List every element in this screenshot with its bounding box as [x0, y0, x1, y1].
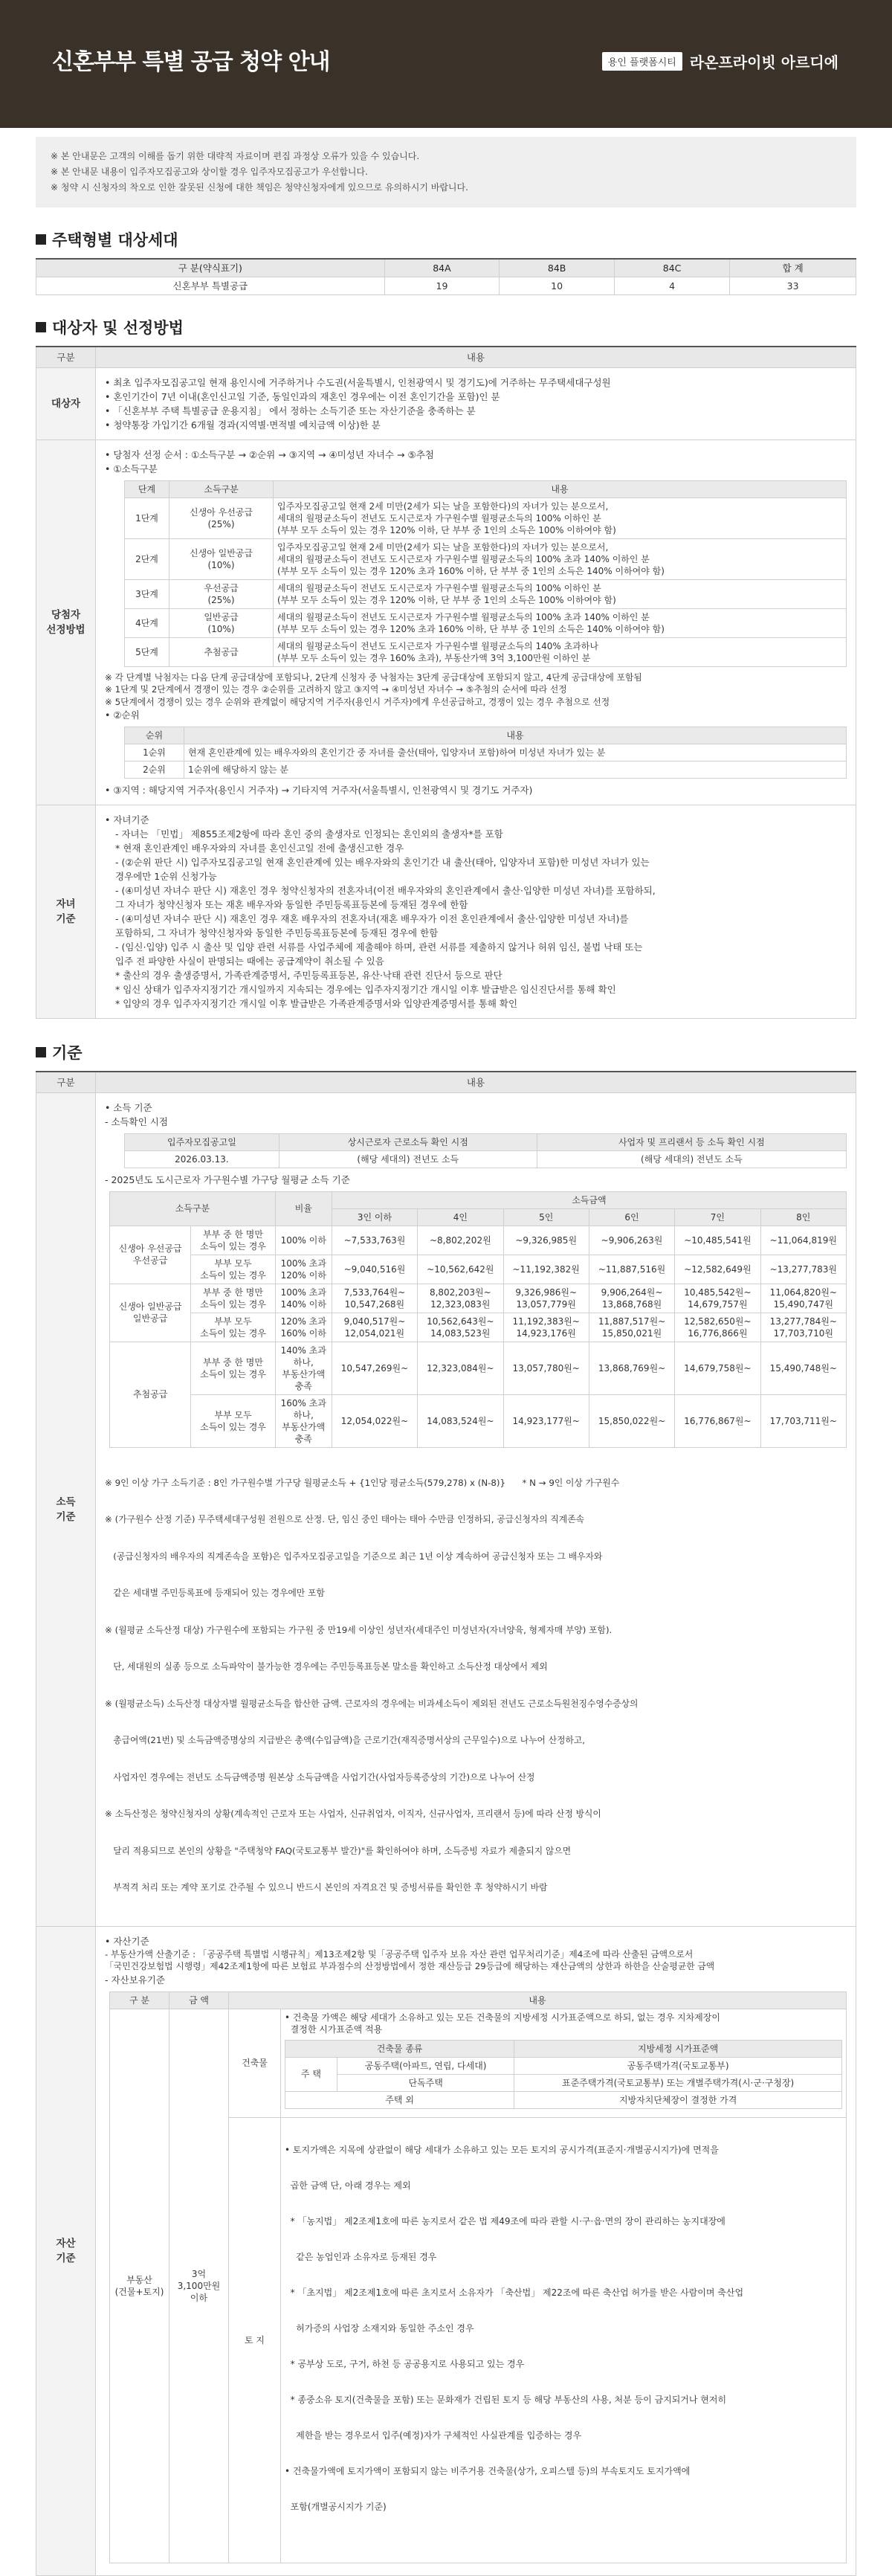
asset-table [109, 1991, 847, 2563]
text-line: ※ (가구원수 산정 기준) 무주택세대구성원 전원으로 산정. 단, 임신 중인 태아는 태아 수만큼 인정하되, 공급신청자의 직계존속 [105, 1514, 584, 1524]
col-header: 소득구분 [169, 480, 274, 498]
row-label: 신혼부부 특별공급 [36, 277, 385, 295]
unit-type-table [36, 258, 856, 295]
text-line: 부적격 처리 또는 계약 포기로 간주될 수 있으니 반드시 본인의 자격요건 및 증빙서류를 확인한 후 청약하시기 바람 [105, 1882, 548, 1893]
table-cell: ~10,485,541원 [675, 1226, 760, 1255]
col-header: 건축물 종류 [285, 2040, 514, 2057]
location-badge: 용인 플랫폼시티 [602, 52, 682, 71]
text-line: • ①소득구분 [105, 463, 158, 474]
text-line: - 자녀는 「민법」 제855조제2항에 따라 혼인 중의 출생자로 인정되는 혼인외의 출생자*를 포함 [115, 828, 503, 840]
section-title-text: 기준 [52, 1044, 83, 1062]
text-line: ※ 5단계에서 경쟁이 있는 경우 순위와 관계없이 해당지역 거주자(용인시 거주자)에게 우선공급하고, 경쟁이 있는 경우 추첨으로 선정 [105, 696, 610, 707]
table-cell: 3단계 [125, 579, 169, 608]
notice-line: ※ 본 안내문 내용이 입주자모집공고와 상이할 경우 입주자모집공고가 우선합니다. [51, 167, 368, 177]
table-row [125, 498, 847, 538]
text-line: - (④미성년 자녀수 판단 시) 재혼인 경우 재혼 배우자의 전혼자녀(재혼 배우자가 이전 혼인관계에서 출산·입양한 미성년 자녀)를 [115, 913, 629, 924]
table-cell: 부부 중 한 명만 소득이 있는 경우 [191, 1226, 276, 1255]
row-label-children: 자녀 기준 [36, 805, 96, 1019]
text-line: ※ (월평균소득) 소득산정 대상자별 월평균소득을 합산한 금액. 근로자의 경우에는 비과세소득이 제외된 전년도 근로소득원천징수영수증상의 [105, 1698, 639, 1709]
income-table [109, 1191, 847, 1448]
text-line: 총급여액(21번) 및 소득금액증명상의 지급받은 총액(수입금액)을 근로기간(재직증명서상의 근무일수)으로 나누어 산정하고, [105, 1735, 586, 1745]
text-line: - (②순위 판단 시) 입주자모집공고일 현재 혼인관계에 있는 배우자와의 혼인기간 내 출산(태아, 입양자녀 포함)한 미성년 자녀가 있는 [115, 857, 650, 868]
children-content [96, 805, 856, 1019]
table-cell: 추첨공급 [110, 1342, 191, 1447]
col-header: 비율 [275, 1191, 332, 1226]
col-header: 합 계 [730, 259, 856, 277]
table-cell: 공동주택(아파트, 연립, 다세대) [337, 2057, 514, 2074]
header-brand-area [602, 51, 838, 72]
table-cell: 100% 이하 [275, 1226, 332, 1255]
text-line: 곱한 금액 단, 아래 경우는 제외 [285, 2180, 411, 2191]
text-line: * 임신 상태가 입주자지정기간 개시일까지 지속되는 경우에는 입주자지정기간 개시일 이후 발급받은 임신진단서를 통해 확인 [115, 984, 616, 995]
table-cell: ~11,192,382원 [503, 1255, 589, 1284]
table-cell: 9,906,264원~ 13,868,768원 [589, 1284, 674, 1313]
col-header: 순위 [125, 727, 184, 744]
table-cell: ~9,326,985원 [503, 1226, 589, 1255]
table-cell: ~7,533,763원 [332, 1226, 417, 1255]
col-header: 4인 [418, 1208, 503, 1226]
table-row [125, 579, 847, 608]
table-cell: 13,057,780원~ [503, 1342, 589, 1394]
table-cell: 세대의 월평균소득이 전년도 도시근로자 가구원수별 월평균소득의 100% 초과 140% 이하인 분 (부부 모두 소득이 있는 경우 120% 초과 160% 이하, 단 부부 중 1인의 소득은 140% 이하여야 함) [274, 608, 847, 637]
text-line: - 부동산가액 산출기준 : 「공공주택 특별법 시행규칙」제13조제2항 및「공공주택 입주자 보유 자산 관련 업무처리기준」제4조에 따라 산출된 금액으로서 [105, 1948, 694, 1960]
col-header: 84B [500, 259, 615, 277]
table-cell: 13,277,784원~ 17,703,710원 [760, 1313, 846, 1342]
table-cell: 공동주택가격(국토교통부) [514, 2057, 842, 2074]
table-cell: 14,923,177원~ [503, 1394, 589, 1447]
table-cell: ~11,064,819원 [760, 1226, 846, 1255]
table-cell: 14,083,524원~ [418, 1394, 503, 1447]
text-line: 입주 전 파양한 사실이 판명되는 때에는 공급계약이 취소될 수 있음 [115, 956, 384, 967]
table-cell: 15,490,748원~ [760, 1342, 846, 1394]
section-title-eligibility [36, 316, 856, 338]
notice-box [36, 137, 856, 207]
row-label-asset: 자산 기준 [36, 1926, 96, 2575]
col-header: 구분 [36, 347, 96, 367]
col-header: 8인 [760, 1208, 846, 1226]
table-cell: 토 지 [229, 2117, 281, 2563]
text-line: - (임신·입양) 입주 시 출산 및 입양 관련 서류를 사업주체에 제출해야 하며, 관련 서류를 제출하지 않거나 허위 임신, 불법 낙태 또는 [115, 941, 643, 953]
col-header: 소득금액 [332, 1191, 846, 1208]
table-cell: 10,485,542원~ 14,679,757원 [675, 1284, 760, 1313]
table-cell: 5단계 [125, 637, 169, 666]
table-cell: 12,054,022원~ [332, 1394, 417, 1447]
table-cell: 부부 모두 소득이 있는 경우 [191, 1313, 276, 1342]
table-cell: 8,802,203원~ 12,323,083원 [418, 1284, 503, 1313]
col-header: 내용 [274, 480, 847, 498]
table-cell: ~10,562,642원 [418, 1255, 503, 1284]
table-cell: 13,868,769원~ [589, 1342, 674, 1394]
col-header: 내용 [184, 727, 847, 744]
text-line: • 자녀기준 [105, 814, 149, 825]
text-line: 「국민건강보험법 시행령」제42조제1항에 따른 보험료 부과점수의 산정방법에서 정한 재산등급 29등급에 해당하는 재산금액의 상한과 하한을 산술평균한 금액 [105, 1961, 715, 1971]
stage-table [124, 480, 847, 667]
table-cell: 1순위 [125, 744, 184, 761]
page-header [0, 0, 892, 128]
table-cell: 7,533,764원~ 10,547,268원 [332, 1284, 417, 1313]
text-line: (공급신청자의 배우자의 직계존속을 포함)은 입주자모집공고일을 기준으로 최근 1년 이상 계속하여 공급신청자 또는 그 배우자와 [105, 1551, 603, 1562]
text-line: * 종중소유 토지(건축물을 포함) 또는 문화재가 건립된 토지 등 해당 부동산의 사용, 처분 등이 금지되거나 현저히 [285, 2394, 727, 2405]
table-cell: 10,562,643원~ 14,083,523원 [418, 1313, 503, 1342]
col-header: 구분 [36, 1072, 96, 1092]
text-line: 그 자녀가 청약신청자 또는 재혼 배우자와 동일한 주민등록표등본에 등재된 경우에 한함 [115, 899, 468, 910]
text-line: • 당첨자 선정 순서 : ①소득구분 → ②순위 → ③지역 → ④미성년 자녀수 → ⑤추첨 [105, 448, 434, 460]
text-line: ※ 소득산정은 청약신청자의 상황(계속적인 근로자 또는 사업자, 신규취업자, 이직자, 신규사업자, 프리랜서 등)에 따라 산정 방식이 [105, 1809, 601, 1819]
table-row [110, 1284, 847, 1313]
criteria-table [36, 1071, 856, 2576]
table-cell: 부부 모두 소득이 있는 경우 [191, 1255, 276, 1284]
text-line: - 2025년도 도시근로자 가구원수별 가구당 월평균 소득 기준 [105, 1173, 350, 1185]
table-cell: 9,040,517원~ 12,054,021원 [332, 1313, 417, 1342]
table-cell: 2026.03.13. [125, 1150, 279, 1168]
col-header: 구 분(약식표기) [36, 259, 385, 277]
table-cell: 19 [384, 277, 500, 295]
section-title-units [36, 228, 856, 251]
notice-line: ※ 본 안내문은 고객의 이해를 돕기 위한 대략적 자료이며 편집 과정상 오류가 있을 수 있습니다. [51, 151, 420, 161]
table-cell: 단독주택 [337, 2074, 514, 2091]
table-cell: 세대의 월평균소득이 전년도 도시근로자 가구원수별 월평균소득의 100% 이하인 분 (부부 모두 소득이 있는 경우 120% 이하, 단 부부 중 1인의 소득은 100% 이하여야 함) [274, 579, 847, 608]
rank-table [124, 727, 847, 779]
table-cell: 부부 중 한 명만 소득이 있는 경우 [191, 1342, 276, 1394]
table-cell: ~9,040,516원 [332, 1255, 417, 1284]
text-line: • 건축물가액에 토지가액이 포함되지 않는 비주거용 건축물(상가, 오피스텔 등)의 부속토지도 토지가액에 [285, 2465, 691, 2476]
table-cell: 12,323,084원~ [418, 1342, 503, 1394]
text-line: • 토지가액은 지목에 상관없이 해당 세대가 소유하고 있는 모든 토지의 공시가격(표준지·개별공시지가)에 면적을 [285, 2144, 719, 2155]
text-line: - (④미성년 자녀수 판단 시) 재혼인 경우 청약신청자의 전혼자녀(이전 배우자와의 혼인관계에서 출산·입양한 미성년 자녀)를 포함하되, [115, 885, 656, 896]
table-row [125, 744, 847, 761]
col-header: 구 분 [110, 1991, 169, 2009]
col-header: 내용 [96, 1072, 856, 1092]
eligibility-table [36, 346, 856, 1019]
text-line: 제한을 받는 경우로서 입주(예정)자가 구체적인 사실관계를 입증하는 경우 [285, 2430, 582, 2441]
table-cell: 10 [500, 277, 615, 295]
table-row [125, 761, 847, 779]
table-cell: 4단계 [125, 608, 169, 637]
section-title-criteria [36, 1041, 856, 1063]
row-label-target: 대상자 [36, 367, 96, 439]
table-cell: 신생아 우선공급 (25%) [169, 498, 274, 538]
table-cell: 16,776,867원~ [675, 1394, 760, 1447]
text-line: 단, 세대원의 실종 등으로 소득파악이 불가능한 경우에는 주민등록표등본 말소를 확인하고 소득산정 대상에서 제외 [105, 1661, 548, 1672]
col-header: 소득구분 [110, 1191, 276, 1226]
table-cell: 입주자모집공고일 현재 2세 미만(2세가 되는 날을 포함한다)의 자녀가 있는 분으로서, 세대의 월평균소득이 전년도 도시근로자 가구원수별 월평균소득의 100% 초과 140% 이하인 분 (부부 모두 소득이 있는 경우 120% 초과 160% 이하, 단 부부 중 1인의 소득은 140% 이하여야 함) [274, 538, 847, 579]
text-line: * 「농지법」 제2조제1호에 따른 농지로서 같은 법 제49조에 따라 관할 시·구·읍·면의 장이 관리하는 농지대장에 [285, 2215, 725, 2226]
table-cell: 입주자모집공고일 현재 2세 미만(2세가 되는 날을 포함한다)의 자녀가 있는 분으로서, 세대의 월평균소득이 전년도 도시근로자 가구원수별 월평균소득의 100% 이하인 분 (부부 모두 소득이 있는 경우 120% 이하, 단 부부 중 1인의 소득은 100% 이하여야 함) [274, 498, 847, 538]
col-header: 사업자 및 프리랜서 등 소득 확인 시점 [537, 1133, 846, 1150]
land-content [281, 2117, 847, 2563]
col-header: 상시근로자 근로소득 확인 시점 [279, 1133, 537, 1150]
table-cell: 일반공급 (10%) [169, 608, 274, 637]
table-cell: ~12,582,649원 [675, 1255, 760, 1284]
col-header: 내용 [229, 1991, 847, 2009]
col-header: 3인 이하 [332, 1208, 417, 1226]
brand-name: 라온프라이빗 아르디에 [689, 54, 838, 71]
table-cell: 10,547,269원~ [332, 1342, 417, 1394]
table-cell: 2단계 [125, 538, 169, 579]
text-line: • ③지역 : 해당지역 거주자(용인시 거주자) → 기타지역 거주자(서울특별시, 인천광역시 및 경기도 거주자) [105, 785, 533, 796]
text-line: ※ 9인 이상 가구 소득기준 : 8인 가구원수별 가구당 월평균소득 + {1인당 평균소득(579,278) x (N-8)} * N → 9인 이상 가구원수 [105, 1477, 620, 1488]
col-header: 84A [384, 259, 500, 277]
table-cell: 9,326,986원~ 13,057,779원 [503, 1284, 589, 1313]
building-table [285, 2040, 842, 2109]
square-bullet-icon [36, 1047, 46, 1057]
text-line: • 건축물 가액은 해당 세대가 소유하고 있는 모든 건축물의 지방세정 시가표준액으로 하되, 없는 경우 지차제장이 결정한 시가표준액 적용 [285, 2012, 720, 2035]
text-line: 같은 농업인과 소유자로 등재된 경우 [285, 2251, 437, 2262]
table-cell: ~13,277,783원 [760, 1255, 846, 1284]
table-row [110, 1342, 847, 1394]
text-line: 포함하되, 그 자녀가 청약신청자와 동일한 주민등록표등본에 등재된 경우에 한함 [115, 927, 439, 938]
text-line: 허가증의 사업장 소재지와 동일한 주소인 경우 [285, 2322, 474, 2334]
table-row [110, 1394, 847, 1447]
target-content [96, 367, 856, 439]
text-line: 달리 적용되므로 본인의 상황을 "주택청약 FAQ(국토교통부 발간)"를 확인하여야 하며, 소득증빙 자료가 제출되지 않으면 [105, 1845, 572, 1856]
text-line: * 입양의 경우 입주자지정기간 개시일 이후 발급받은 가족관계증명서와 입양관계증명서를 통해 확인 [115, 998, 518, 1009]
table-cell: 신생아 일반공급 일반공급 [110, 1284, 191, 1342]
table-cell: 11,887,517원~ 15,850,021원 [589, 1313, 674, 1342]
col-header: 7인 [675, 1208, 760, 1226]
row-label-income: 소득 기준 [36, 1092, 96, 1926]
table-cell: 부부 중 한 명만 소득이 있는 경우 [191, 1284, 276, 1313]
table-cell: 건축물 [229, 2009, 281, 2117]
text-line: - 소득확인 시점 [105, 1115, 168, 1127]
table-cell: ~11,887,516원 [589, 1255, 674, 1284]
table-cell: 100% 초과 140% 이하 [275, 1284, 332, 1313]
table-row [125, 538, 847, 579]
text-line: ※ (월평균 소득산정 대상) 가구원수에 포함되는 가구원 중 만19세 이상인 성년자(세대주인 미성년자(자녀양육, 형제자매 부양) 포함). [105, 1624, 613, 1635]
table-cell: 160% 초과하나, 부동산가액 충족 [275, 1394, 332, 1447]
text-line: • 최초 입주자모집공고일 현재 용인시에 거주하거나 수도권(서울특별시, 인천광역시 및 경기도)에 거주하는 무주택세대구성원 [105, 376, 611, 388]
row-label-selection: 당첨자 선정방법 [36, 439, 96, 805]
table-cell: 지방자치단체장이 결정한 가격 [514, 2091, 842, 2108]
selection-content [96, 439, 856, 805]
text-line: • 소득 기준 [105, 1101, 152, 1113]
table-cell: ~8,802,202원 [418, 1226, 503, 1255]
table-row [125, 637, 847, 666]
notice-line: ※ 청약 시 신청자의 착오로 인한 잘못된 신청에 대한 책임은 청약신청자에게 있으므로 유의하시기 바랍니다. [51, 182, 468, 193]
text-line: * 공부상 도로, 구거, 하천 등 공공용지로 사용되고 있는 경우 [285, 2358, 525, 2369]
table-cell: (해당 세대의) 전년도 소득 [537, 1150, 846, 1168]
text-line: * 현재 혼인관계인 배우자와의 자녀를 혼인신고일 전에 출생신고한 경우 [115, 843, 404, 854]
table-row [110, 1226, 847, 1255]
text-line: ※ 1단계 및 2단계에서 경쟁이 있는 경우 ②순위를 고려하지 않고 ③지역 → ④미성년 자녀수 → ⑤추첨의 순서에 따라 선정 [105, 684, 567, 695]
table-cell: 15,850,022원~ [589, 1394, 674, 1447]
text-line: • 혼인기간이 7년 이내(혼인신고일 기준, 동일인과의 재혼인 경우에는 이전 혼인기간을 포함)인 분 [105, 390, 500, 402]
table-cell: 17,703,711원~ [760, 1394, 846, 1447]
col-header: 5인 [503, 1208, 589, 1226]
square-bullet-icon [36, 322, 46, 332]
table-cell: 우선공급 (25%) [169, 579, 274, 608]
table-row [110, 1255, 847, 1284]
table-cell: 14,679,758원~ [675, 1342, 760, 1394]
square-bullet-icon [36, 234, 46, 245]
table-cell: 신생아 우선공급 우선공급 [110, 1226, 191, 1284]
table-cell: 12,582,650원~ 16,776,866원 [675, 1313, 760, 1342]
table-cell: 140% 초과하나, 부동산가액 충족 [275, 1342, 332, 1394]
table-cell: 세대의 월평균소득이 전년도 도시근로자 가구원수별 월평균소득의 140% 초과하나 (부부 모두 소득이 있는 경우 160% 초과), 부동산가액 3억 3,100만원 이하인 분 [274, 637, 847, 666]
col-header: 내용 [96, 347, 856, 367]
table-cell: 100% 초과 120% 이하 [275, 1255, 332, 1284]
building-content [281, 2009, 847, 2117]
table-cell: 현재 혼인관계에 있는 배우자와의 혼인기간 중 자녀를 출산(태아, 입양자녀 포함)하여 미성년 자녀가 있는 분 [184, 744, 847, 761]
text-line: 경우에만 1순위 신청가능 [115, 871, 217, 882]
table-cell: 주택 외 [285, 2091, 514, 2108]
text-line: * 출산의 경우 출생증명서, 가족관계증명서, 주민등록표등본, 유산·낙태 관련 진단서 등으로 판단 [115, 970, 502, 981]
table-cell: 추첨공급 [169, 637, 274, 666]
table-cell: (해당 세대의) 전년도 소득 [279, 1150, 537, 1168]
table-cell: 1단계 [125, 498, 169, 538]
section-title-text: 주택형별 대상세대 [52, 231, 178, 249]
income-content [96, 1092, 856, 1926]
text-line: • 청약통장 가입기간 6개월 경과(지역별·면적별 예치금액 이상)한 분 [105, 419, 381, 431]
text-line: 같은 세대별 주민등록표에 등재되어 있는 경우에만 포함 [105, 1588, 325, 1598]
text-line: * 「초지법」 제2조제1호에 따른 초지로서 소유자가 「축산법」 제22조에 따른 축산업 허가를 받은 사람이며 축산업 [285, 2287, 744, 2298]
table-cell: 11,064,820원~ 15,490,747원 [760, 1284, 846, 1313]
col-header: 단계 [125, 480, 169, 498]
text-line: 포함(개별공시지가 기준) [285, 2501, 387, 2512]
col-header: 84C [614, 259, 729, 277]
section-title-text: 대상자 및 선정방법 [52, 319, 184, 337]
table-cell: 주 택 [285, 2057, 337, 2091]
col-header: 6인 [589, 1208, 674, 1226]
text-line: • ②순위 [105, 709, 140, 721]
asset-content [96, 1926, 856, 2575]
col-header: 금 액 [169, 1991, 229, 2009]
table-cell: 표준주택가격(국토교통부) 또는 개별주택가격(시·군·구청장) [514, 2074, 842, 2091]
table-cell: 2순위 [125, 761, 184, 779]
table-cell: 1순위에 해당하지 않는 분 [184, 761, 847, 779]
table-cell: 부부 모두 소득이 있는 경우 [191, 1394, 276, 1447]
table-cell: 신생아 일반공급 (10%) [169, 538, 274, 579]
table-row [125, 608, 847, 637]
text-line: - 자산보유기준 [105, 1974, 165, 1986]
income-check-table [124, 1133, 847, 1168]
text-line: 사업자인 경우에는 전년도 소득금액증명 원본상 소득금액을 사업기간(사업자등록증상의 기간)으로 나누어 산정 [105, 1771, 535, 1783]
col-header: 지방세정 시가표준액 [514, 2040, 842, 2057]
table-cell: 3억 3,100만원 이하 [169, 2009, 229, 2563]
income-notes [105, 1452, 847, 1919]
table-row [110, 1313, 847, 1342]
text-line: ※ 각 단계별 낙첨자는 다음 단계 공급대상에 포함되나, 2단계 신청자 중 낙첨자는 3단계 공급대상에 포함되지 않고, 4단계 공급대상에 포함됨 [105, 672, 642, 683]
table-cell: 120% 초과 160% 이하 [275, 1313, 332, 1342]
table-cell: 33 [730, 277, 856, 295]
table-cell: ~9,906,263원 [589, 1226, 674, 1255]
col-header: 입주자모집공고일 [125, 1133, 279, 1150]
table-cell: 4 [614, 277, 729, 295]
text-line: • 자산기준 [105, 1935, 149, 1947]
table-cell: 11,192,383원~ 14,923,176원 [503, 1313, 589, 1342]
table-cell: 부동산 (건물+토지) [110, 2009, 169, 2563]
text-line: • 「신혼부부 주택 특별공급 운용지침」 에서 정하는 소득기준 또는 자산기준을 충족하는 분 [105, 405, 476, 416]
page-title: 신혼부부 특별 공급 청약 안내 [52, 49, 330, 75]
